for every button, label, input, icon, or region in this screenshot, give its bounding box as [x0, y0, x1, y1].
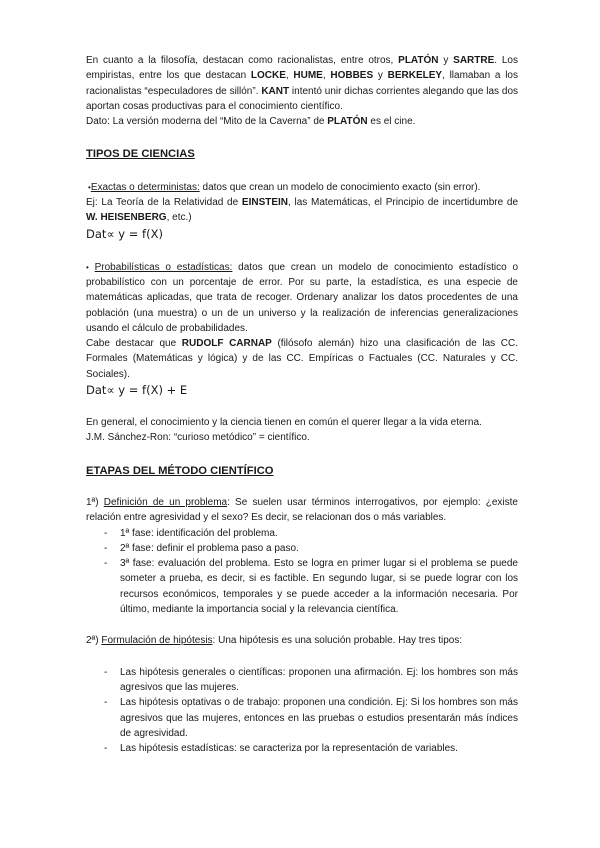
- etapa-2-label: Formulación de hipótesis: [101, 635, 213, 647]
- list-item: - 1ª fase: identificación del problema.: [86, 526, 518, 541]
- name-platon: PLATÓN: [398, 55, 439, 66]
- intro-text: y: [438, 55, 454, 66]
- list-item: - 2ª fase: definir el problema paso a paso.: [86, 541, 518, 556]
- exactas-paragraph: •Exactas o deterministas: datos que crean un modelo de conocimiento exacto (sin error). Ej: La Teoría de la Relatividad de EINSTEIN, las Matemáticas, el Principio de incertidumbre de W. HEISENBERG, etc.): [86, 180, 518, 226]
- dash-icon: -: [104, 542, 108, 554]
- formula-probabilistic: Dat∝ y = f(X) + E: [86, 383, 188, 398]
- dash-icon: -: [104, 666, 108, 678]
- document-page: [86, 53, 518, 756]
- probabilisticas-paragraph: • Probabilísticas o estadísticas: datos que crean un modelo de conocimiento estadístico o probabilístico con un porcentaje de error. Por su parte, la estadística, es una especie de matemáticas aplicadas, que trata de recoger. Ordenary analizar los datos procedentes de una población (una muestra) o un de un universo y la realización de inferencias generalizaciones usando el cálculo de probabilidades. Cabe destacar que RUDOLF CARNAP (filósofo alemán) hizo una clasificación de las CC. Formales (Matemáticas y lógica) y de las CC. Empíricas o Factuales (CC. Naturales y CC. Sociales).: [86, 260, 518, 382]
- dash-icon: -: [104, 697, 108, 709]
- name-hume: HUME: [293, 70, 323, 82]
- intro-text: intentó unir dichas corrientes alegando que las dos aportan cosas productivas para el conocimiento científico.: [86, 85, 519, 112]
- formula-deterministic: Dat∝ y = f(X): [86, 226, 163, 241]
- general-line: En general, el conocimiento y la ciencia tienen en común el querer llegar a la vida eterna.: [86, 417, 482, 429]
- list-item: - Las hipótesis estadísticas: se caracteriza por la representación de variables.: [86, 741, 518, 756]
- intro-text: . Los empiristas, entre los que destacan: [86, 55, 518, 82]
- bullet-icon: •: [88, 182, 91, 192]
- dato-line: Dato: La versión moderna del “Mito de la Caverna” de PLATÓN es el cine.: [86, 116, 416, 128]
- intro-text: En cuanto a la filosofía, destacan como racionalistas, entre otros,: [86, 55, 399, 66]
- sanchez-ron-quote: J.M. Sánchez-Ron: “curioso metódico” = científico.: [86, 432, 310, 444]
- name-platon: PLATÓN: [327, 116, 368, 128]
- dash-icon: -: [104, 558, 108, 570]
- fases-list: [86, 526, 518, 618]
- heading-tipos-de-ciencias: TIPOS DE CIENCIAS: [86, 148, 195, 161]
- heading-etapas-metodo: ETAPAS DEL MÉTODO CIENTÍFICO: [86, 464, 274, 477]
- name-sartre: SARTRE: [453, 55, 495, 66]
- intro-text: ,: [322, 70, 331, 82]
- list-item: - Las hipótesis generales o científicas: proponen una afirmación. Ej: los hombres son más agresivos que las mujeres.: [104, 666, 518, 693]
- intro-text: ,: [285, 70, 294, 82]
- dash-icon: -: [104, 743, 108, 755]
- probabilisticas-label: Probabilísticas o estadísticas:: [94, 261, 233, 273]
- name-heisenberg: W. HEISENBERG: [86, 212, 167, 224]
- list-item: - Las hipótesis optativas o de trabajo: proponen una condición. Ej: Si los hombres son más agresivos que las mujeres, entonces en las pruebas o estudios presentarán más índices de agresividad.: [104, 697, 518, 739]
- etapa-1-paragraph: 1ª) Definición de un problema: Se suelen usar términos interrogativos, por ejemplo: ¿existe relación entre agresividad y el sexo? Es decir, se relacionan dos o más variables.: [86, 496, 518, 524]
- name-kant: KANT: [261, 85, 290, 97]
- exactas-label: Exactas o deterministas:: [90, 181, 200, 193]
- etapa-1-label: Definición de un problema: [103, 496, 228, 508]
- exactas-example: Ej: La Teoría de la Relatividad de EINSTEIN, las Matemáticas, el Principio de incertidumbre de W. HEISENBERG, etc.): [86, 197, 519, 224]
- name-hobbes: HOBBES: [330, 70, 374, 82]
- bullet-icon: •: [86, 262, 89, 272]
- carnap-line: Cabe destacar que RUDOLF CARNAP (filósofo alemán) hizo una clasificación de las CC. Formales (Matemáticas y lógica) y de las CC. Empíricas o Factuales (CC. Naturales y CC. Sociales).: [86, 338, 519, 380]
- intro-text: , llamaban a los racionalistas “especuladores de sillón”.: [86, 70, 518, 97]
- list-item: - 3ª fase: evaluación del problema. Esto se logra en primer lugar si el problema se puede someter a prueba, es decir, si es factible. En segundo lugar, si se puede lograr con los recursos económicos, temporales y se puede acceder a la información necesaria. Por último, mediante la importancia social y la relevancia científica.: [104, 558, 518, 616]
- intro-text: y: [373, 70, 388, 82]
- name-locke: LOCKE: [250, 70, 286, 82]
- etapa-2-paragraph: 2ª) Formulación de hipótesis: Una hipótesis es una solución probable. Hay tres tipos:: [86, 635, 463, 647]
- dash-icon: -: [104, 527, 108, 539]
- name-carnap: RUDOLF CARNAP: [181, 338, 272, 350]
- name-einstein: EINSTEIN: [241, 197, 289, 209]
- hipotesis-list: [86, 665, 518, 757]
- intro-paragraph: [86, 53, 518, 129]
- name-berkeley: BERKELEY: [387, 70, 443, 82]
